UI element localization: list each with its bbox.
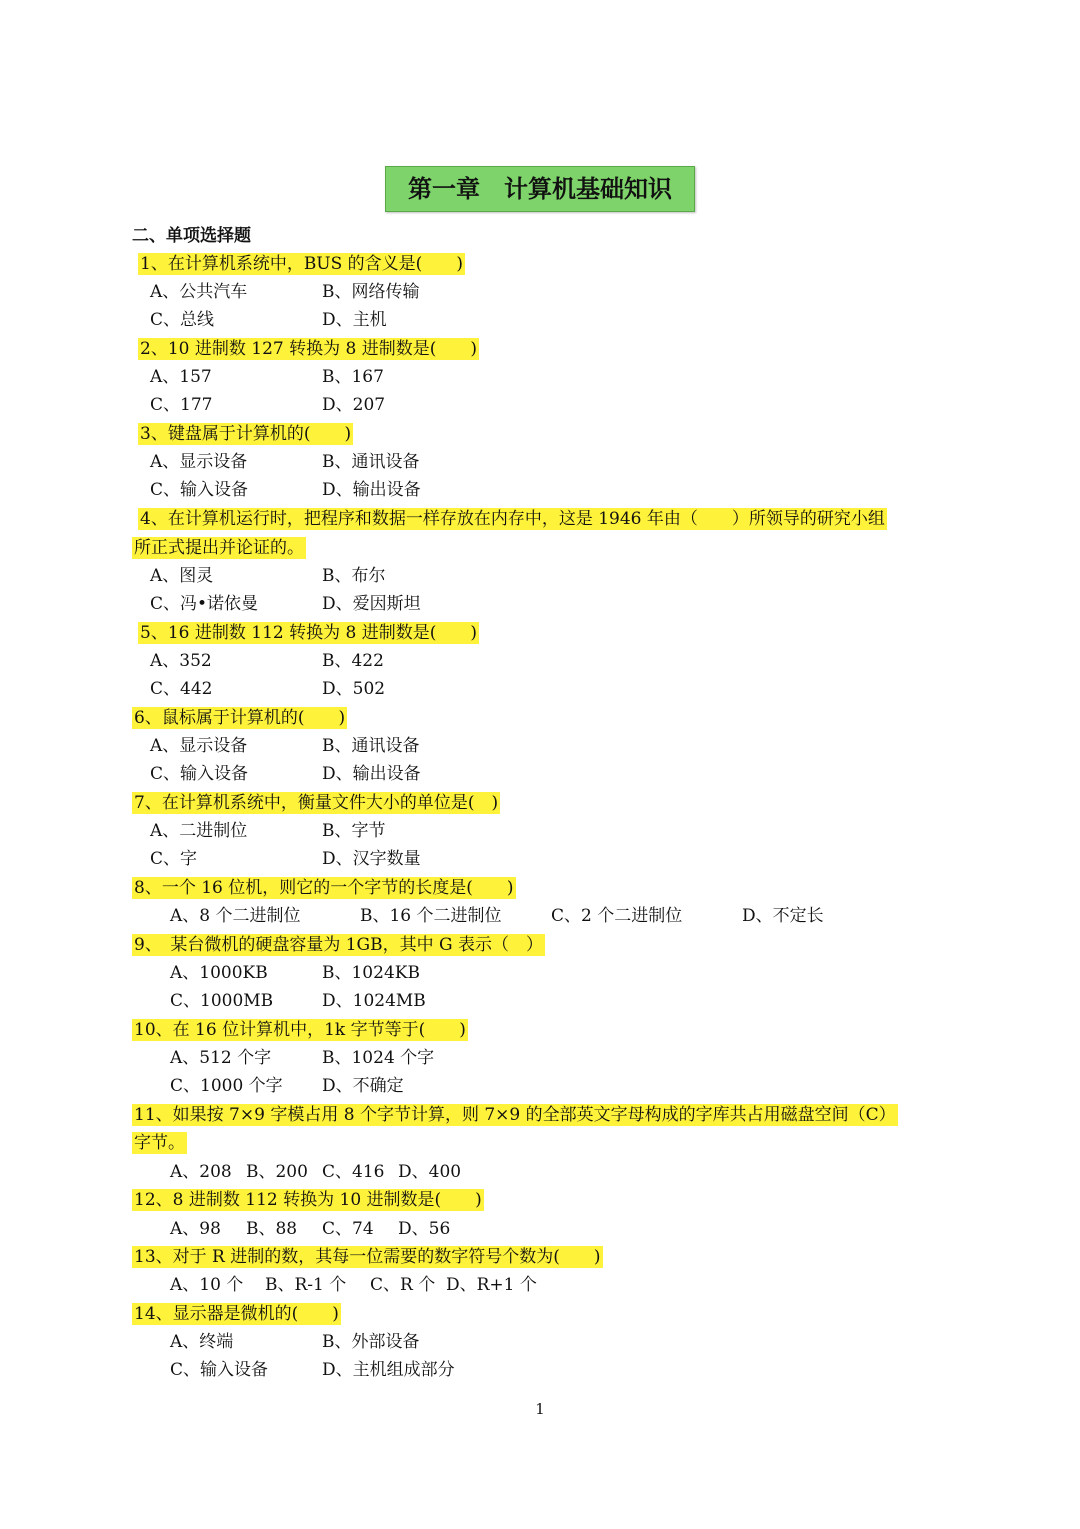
option: D、主机组成部分: [322, 1360, 455, 1380]
option: B、字节: [322, 821, 386, 841]
option: B、16 个二进制位: [360, 906, 502, 926]
option: C、74: [322, 1219, 374, 1239]
option: D、56: [398, 1219, 451, 1239]
option: A、10 个: [170, 1275, 244, 1295]
option: A、图灵: [150, 566, 214, 586]
option: B、88: [246, 1219, 298, 1239]
option: C、字: [150, 849, 198, 869]
question-4-continued: 所正式提出并论证的。: [134, 538, 304, 558]
question-10: 10、在 16 位计算机中，1k 字节等于( ): [134, 1020, 466, 1040]
option: C、2 个二进制位: [551, 906, 683, 926]
option: D、207: [322, 395, 386, 415]
option: C、177: [150, 395, 213, 415]
option: B、R-1 个: [265, 1275, 347, 1295]
option: A、8 个二进制位: [170, 906, 301, 926]
option: C、416: [322, 1162, 385, 1182]
option: A、终端: [170, 1332, 234, 1352]
option: C、输入设备: [150, 480, 249, 500]
question-5: 5、16 进制数 112 转换为 8 进制数是( ): [140, 623, 477, 643]
option: C、总线: [150, 310, 215, 330]
option: C、1000 个字: [170, 1076, 283, 1096]
option: D、R+1 个: [446, 1275, 537, 1295]
question-8: 8、一个 16 位机，则它的一个字节的长度是( ): [134, 878, 514, 898]
option: C、R 个: [370, 1275, 436, 1295]
option: D、1024MB: [322, 991, 426, 1011]
option: A、显示设备: [150, 736, 248, 756]
option: D、主机: [322, 310, 387, 330]
question-14: 14、显示器是微机的( ): [134, 1304, 339, 1324]
option: A、512 个字: [170, 1048, 272, 1068]
question-4: 4、在计算机运行时，把程序和数据一样存放在内存中，这是 1946 年由（ ）所领导的研究小组: [140, 509, 885, 529]
option: B、422: [322, 651, 384, 671]
question-1: 1、在计算机系统中，BUS 的含义是( ): [140, 254, 463, 274]
option: A、208: [170, 1162, 232, 1182]
option: C、冯•诺依曼: [150, 594, 259, 614]
question-7: 7、在计算机系统中，衡量文件大小的单位是( ): [134, 793, 499, 813]
option: D、输出设备: [322, 764, 421, 784]
option: B、通讯设备: [322, 452, 420, 472]
option: A、352: [150, 651, 212, 671]
option: B、167: [322, 367, 384, 387]
section-heading: 二、单项选择题: [132, 226, 251, 246]
option: C、442: [150, 679, 213, 699]
option: D、输出设备: [322, 480, 421, 500]
option: D、不定长: [742, 906, 824, 926]
option: A、157: [150, 367, 212, 387]
option: D、汉字数量: [322, 849, 421, 869]
option: B、网络传输: [322, 282, 420, 302]
option: A、1000KB: [170, 963, 268, 983]
option: A、公共汽车: [150, 282, 248, 302]
page-number: 1: [535, 1400, 545, 1418]
question-13: 13、对于 R 进制的数，其每一位需要的数字符号个数为( ): [134, 1247, 601, 1267]
option: A、二进制位: [150, 821, 248, 841]
question-12: 12、8 进制数 112 转换为 10 进制数是( ): [134, 1190, 482, 1210]
option: D、400: [398, 1162, 462, 1182]
question-11-continued: 字节。: [134, 1133, 185, 1153]
chapter-title: 第一章 计算机基础知识: [385, 166, 695, 212]
option: B、200: [246, 1162, 308, 1182]
option: B、布尔: [322, 566, 386, 586]
option: B、1024 个字: [322, 1048, 435, 1068]
option: D、不确定: [322, 1076, 404, 1096]
option: C、输入设备: [150, 764, 249, 784]
option: C、1000MB: [170, 991, 274, 1011]
question-2: 2、10 进制数 127 转换为 8 进制数是( ): [140, 339, 477, 359]
option: A、显示设备: [150, 452, 248, 472]
option: C、输入设备: [170, 1360, 269, 1380]
option: B、1024KB: [322, 963, 420, 983]
question-6: 6、鼠标属于计算机的( ): [134, 708, 346, 728]
question-9: 9、 某台微机的硬盘容量为 1GB，其中 G 表示（ ）: [134, 935, 543, 955]
option: D、502: [322, 679, 386, 699]
question-11: 11、如果按 7×9 字模占用 8 个字节计算，则 7×9 的全部英文字母构成的字库共占用磁盘空间（C）: [134, 1105, 896, 1125]
option: B、通讯设备: [322, 736, 420, 756]
question-3: 3、键盘属于计算机的( ): [140, 424, 352, 444]
option: A、98: [170, 1219, 221, 1239]
option: B、外部设备: [322, 1332, 420, 1352]
option: D、爱因斯坦: [322, 594, 421, 614]
